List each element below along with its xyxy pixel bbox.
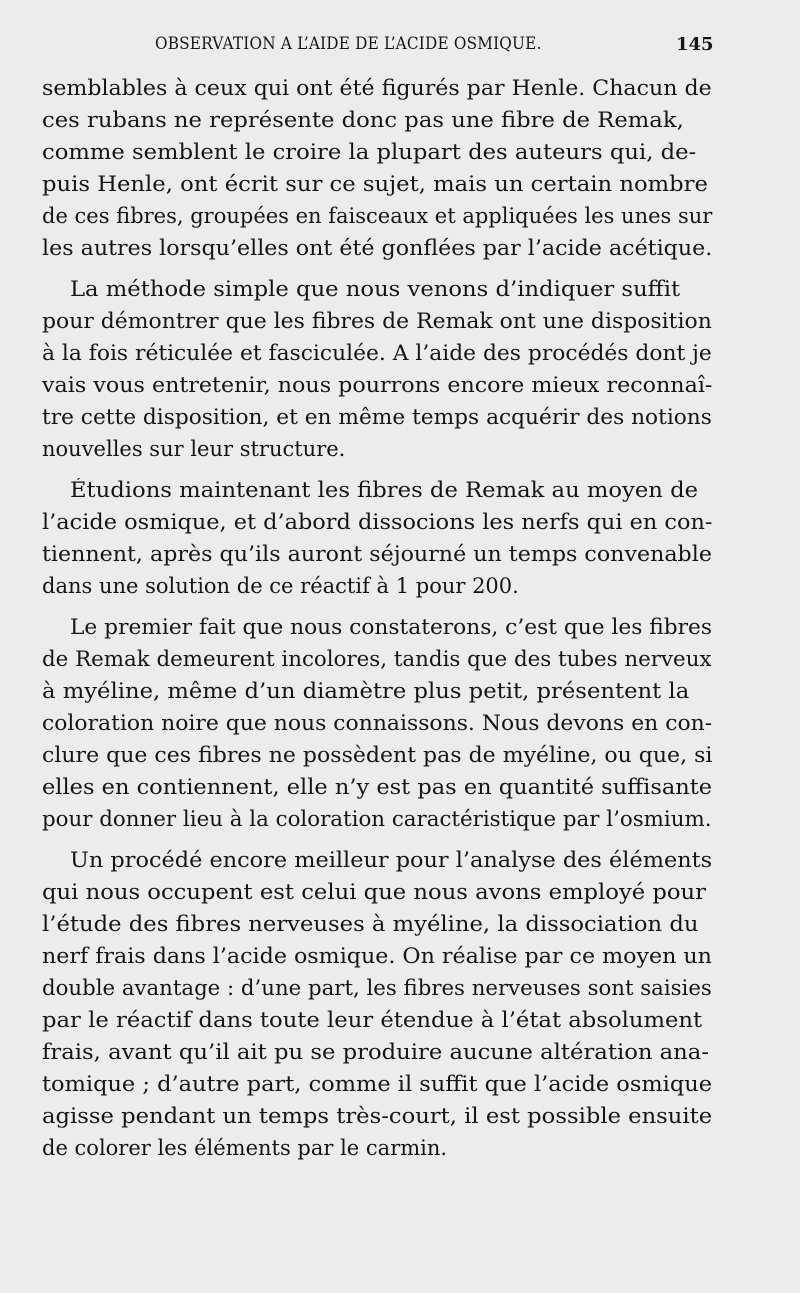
text-line: tiennent, après qu’ils auront séjourné un temps convenable xyxy=(42,542,712,566)
running-header xyxy=(0,34,800,58)
text-line: comme semblent le croire la plupart des auteurs qui, de- xyxy=(42,140,697,164)
text-line: de ces fibres, groupées en faisceaux et appliquées les unes sur xyxy=(42,204,713,228)
text-line: qui nous occupent est celui que nous avons employé pour xyxy=(42,880,707,904)
text-line: clure que ces fibres ne possèdent pas de myéline, ou que, si xyxy=(42,743,713,767)
text-line: coloration noire que nous connaissons. Nous devons en con- xyxy=(42,711,713,735)
text-line: La méthode simple que nous venons d’indiquer suffit xyxy=(70,277,681,301)
text-line: à myéline, même d’un diamètre plus petit, présentent la xyxy=(42,679,690,703)
text-line: elles en contiennent, elle n’y est pas en quantité suffisante xyxy=(42,775,713,799)
text-line: tomique ; d’autre part, comme il suffit que l’acide osmique xyxy=(42,1072,713,1096)
text-line: nerf frais dans l’acide osmique. On réalise par ce moyen un xyxy=(42,944,712,968)
text-line: semblables à ceux qui ont été figurés par Henle. Chacun de xyxy=(42,76,712,100)
running-title: OBSERVATION A L’AIDE DE L’ACIDE OSMIQUE. xyxy=(155,34,542,54)
text-line: par le réactif dans toute leur étendue à l’état absolument xyxy=(42,1008,703,1032)
text-line: l’étude des fibres nerveuses à myéline, la dissociation du xyxy=(42,912,699,936)
text-line: nouvelles sur leur structure. xyxy=(42,437,346,461)
text-line: dans une solution de ce réactif à 1 pour 200. xyxy=(42,574,519,598)
page-number: 145 xyxy=(676,34,714,55)
text-line: Un procédé encore meilleur pour l’analyse des éléments xyxy=(70,848,713,872)
text-line: l’acide osmique, et d’abord dissocions les nerfs qui en con- xyxy=(42,510,713,534)
text-line: Le premier fait que nous constaterons, c’est que les fibres xyxy=(70,615,713,639)
text-line: pour démontrer que les fibres de Remak ont une disposition xyxy=(42,309,712,333)
text-line: Étudions maintenant les fibres de Remak au moyen de xyxy=(70,478,699,502)
text-line: puis Henle, ont écrit sur ce sujet, mais un certain nombre xyxy=(42,172,708,196)
text-line: de Remak demeurent incolores, tandis que des tubes nerveux xyxy=(42,647,712,671)
text-line: ces rubans ne représente donc pas une fibre de Remak, xyxy=(42,108,684,132)
text-line: double avantage : d’une part, les fibres nerveuses sont saisies xyxy=(42,976,712,1000)
text-line: vais vous entretenir, nous pourrons encore mieux reconnaî- xyxy=(42,373,713,397)
text-line: tre cette disposition, et en même temps acquérir des notions xyxy=(42,405,712,429)
text-line: agisse pendant un temps très-court, il est possible ensuite xyxy=(42,1104,713,1128)
text-line: les autres lorsqu’elles ont été gonflées par l’acide acétique. xyxy=(42,236,713,260)
text-line: de colorer les éléments par le carmin. xyxy=(42,1136,448,1160)
text-line: frais, avant qu’il ait pu se produire aucune altération ana- xyxy=(42,1040,709,1064)
text-line: à la fois réticulée et fasciculée. A l’aide des procédés dont je xyxy=(42,341,712,365)
text-line: pour donner lieu à la coloration caractéristique par l’osmium. xyxy=(42,807,712,831)
